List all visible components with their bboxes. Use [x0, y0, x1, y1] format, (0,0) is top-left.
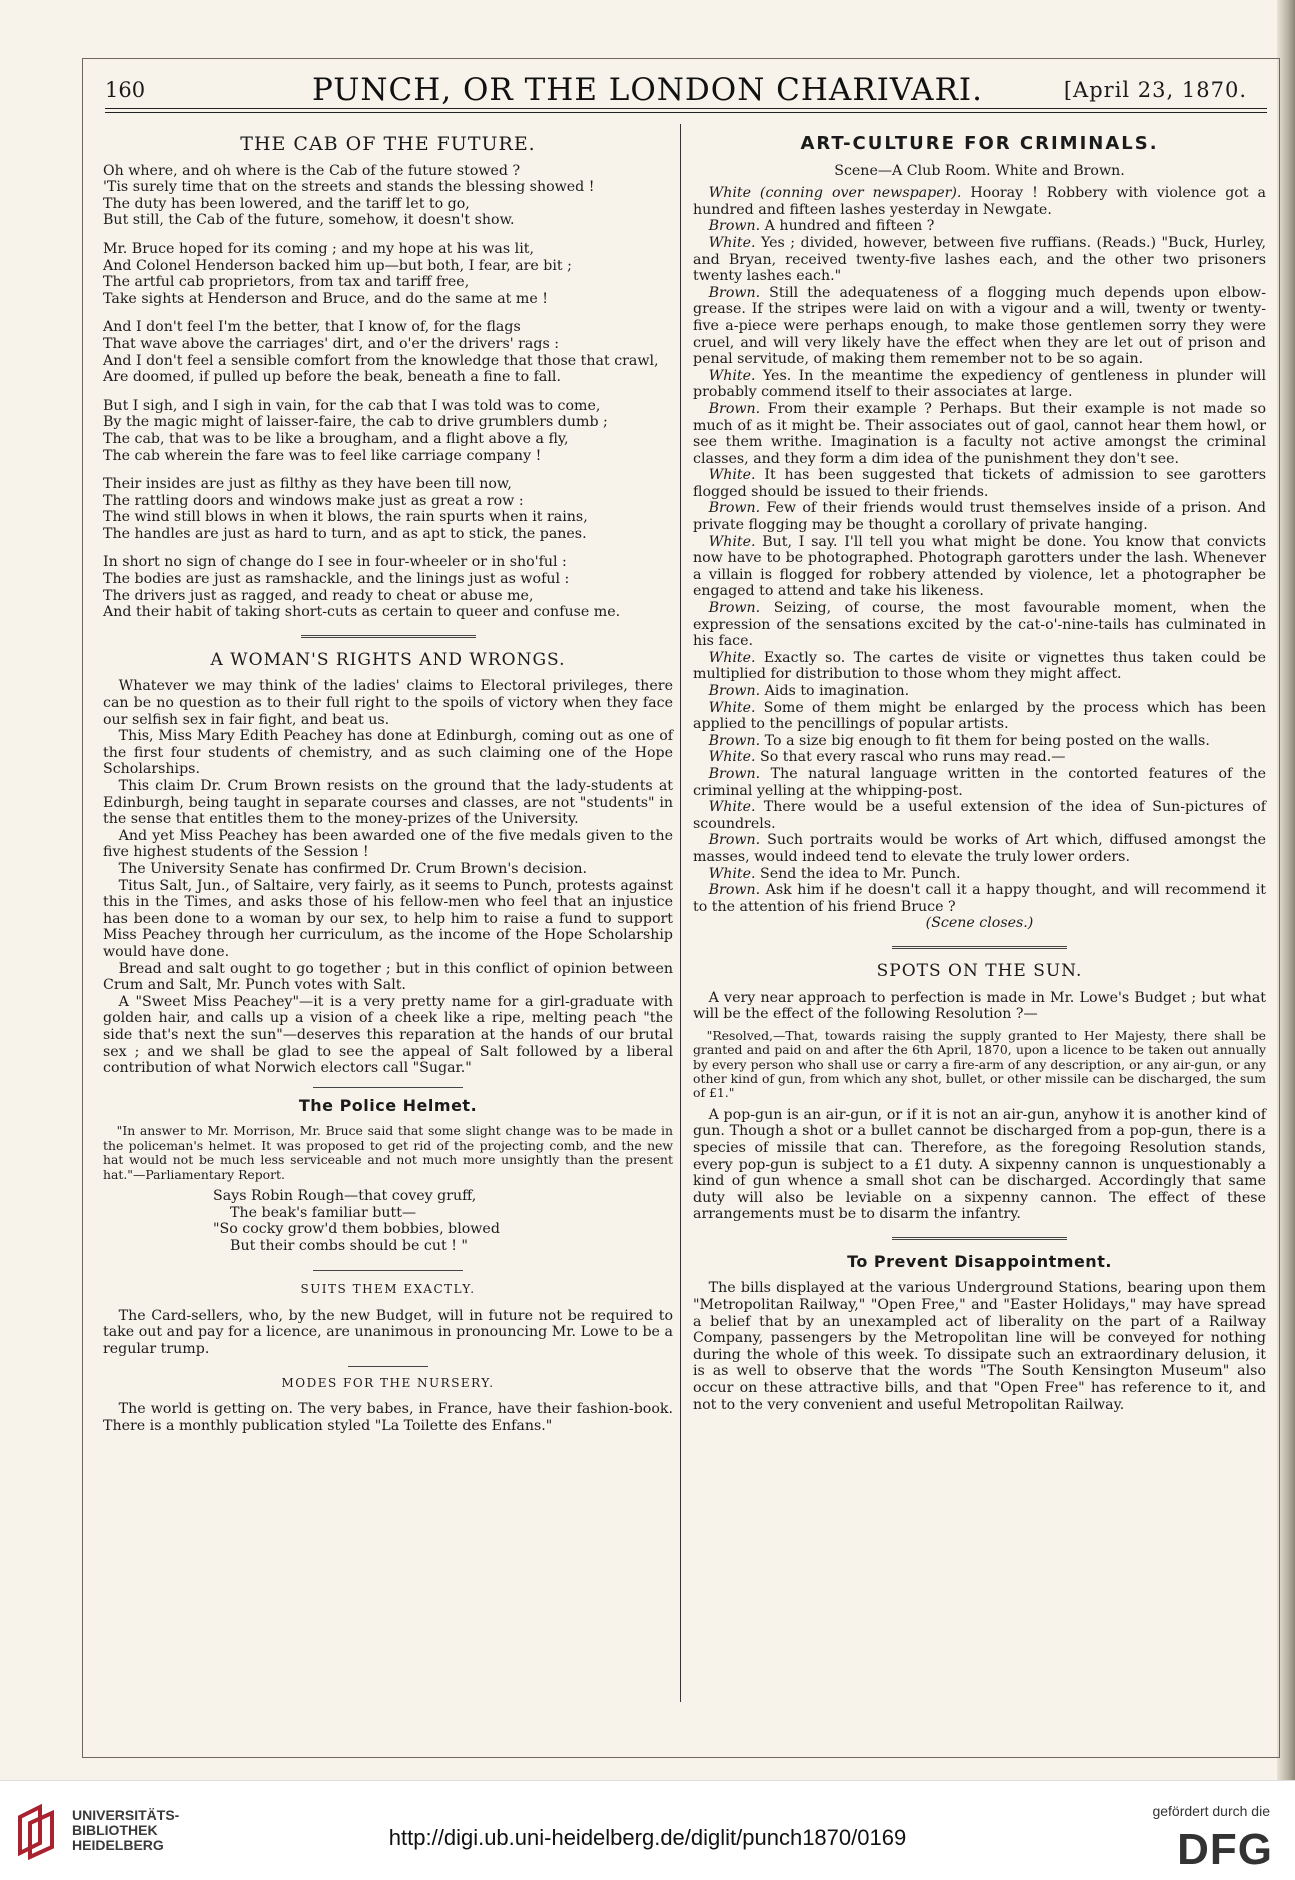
speaker: Brown.	[708, 683, 761, 699]
dialogue-line	[693, 866, 1266, 883]
paragraph: A very near approach to perfection is made in Mr. Lowe's Budget ; but what will be the effect of the following Resolution ?—	[693, 989, 1266, 1023]
article-title: To Prevent Disappointment.	[847, 1251, 1112, 1271]
dialogue-line	[693, 832, 1266, 865]
article-womans-rights	[103, 678, 673, 1076]
dialogue-line	[693, 749, 1266, 766]
speaker: Brown.	[708, 400, 761, 417]
article-title: SPOTS ON THE SUN.	[876, 960, 1083, 981]
verse-line: And I don't feel a sensible comfort from the knowledge that those that crawl,	[103, 352, 659, 369]
verse-line: The rattling doors and windows make just as great a row :	[103, 492, 524, 509]
verse-line: And I don't feel I'm the better, that I know of, for the flags	[103, 319, 521, 336]
speech: From their example ? Perhaps. But their example is not made so much of as it might be. Their associates out of gaol, cannot hear them howl, or see them writhe. Imagination is a faculty not active amongst the criminal classes, and they form a dim idea of the punishment they don't see.	[693, 400, 1266, 467]
dialogue	[693, 185, 1266, 915]
verse-line: In short no sign of change do I see in four-wheeler or in sho'ful :	[103, 554, 567, 571]
article-title: SUITS THEM EXACTLY.	[300, 1282, 476, 1297]
dialogue-line	[693, 185, 1266, 218]
verse-line: The duty has been lowered, and the tariff let to go,	[103, 195, 470, 212]
dialogue-line	[693, 467, 1266, 500]
verse-line: Take sights at Henderson and Bruce, and do the same at me !	[103, 290, 548, 307]
scene-closes: (Scene closes.)	[925, 915, 1034, 932]
speaker: White (conning over newspaper).	[708, 185, 962, 202]
speaker: Brown.	[708, 882, 761, 899]
stanza	[103, 554, 673, 620]
verse-line: 'Tis surely time that on the streets and stands the blessing showed !	[103, 179, 595, 196]
dialogue-line	[693, 285, 1266, 368]
speech: A hundred and fifteen ?	[764, 218, 935, 235]
speaker: White.	[708, 699, 756, 716]
speech: There would be a useful extension of the idea of Sun-pictures of scoundrels.	[693, 799, 1266, 832]
paragraph: Titus Salt, Jun., of Saltaire, very fairly, as it seems to Punch, protests against this in the Times, and asks those of his fellow-men who feel that an injustice has been done to a woman by our sex, to help him to raise a fund to support Miss Peachey through her curriculum, as the income of the Hope Scholarship would have done.	[103, 877, 673, 960]
paragraph: A pop-gun is an air-gun, or if it is not an air-gun, anyhow it is another kind of gun. Though a shot or a bullet cannot be discharged from a pop-gun, there is a species of missile that can. Therefore, as the foregoing Resolution stands, every pop-gun is subject to a £1 duty. A sixpenny cannon is unquestionably a kind of gun whence a small shot can be discharged. Accordingly that same duty will also be leviable on a sixpenny cannon. The effect of these arrangements must be to disarm the infantry.	[693, 1106, 1266, 1223]
section-separator	[892, 1237, 1067, 1240]
stanza	[103, 163, 673, 229]
speech: The natural language written in the contorted features of the criminal yelling at the whipping-post.	[693, 765, 1267, 799]
speaker: Brown.	[708, 218, 761, 235]
helmet-verse	[103, 1188, 673, 1254]
speaker: White.	[708, 649, 756, 666]
speaker: Brown.	[708, 600, 761, 617]
section-separator	[313, 1270, 463, 1271]
dialogue-line	[693, 534, 1266, 600]
article-title: A WOMAN'S RIGHTS AND WRONGS.	[210, 649, 566, 670]
paragraph: The world is getting on. The very babes, in France, have their fashion-book. There is a monthly publication styled "La Toilette des Enfans."	[103, 1401, 673, 1434]
verse-line: The bodies are just as ramshackle, and the linings just as woful :	[103, 571, 570, 588]
article-title: ART-CULTURE FOR CRIMINALS.	[800, 133, 1159, 154]
masthead-title: PUNCH, OR THE LONDON CHARIVARI.	[311, 72, 984, 108]
speech: Exactly so. The cartes de visite or vignettes thus taken could be multiplied for distribution to those whom they might affect.	[693, 649, 1266, 683]
dialogue-line	[693, 235, 1266, 285]
verse-line: Mr. Bruce hoped for its coming ; and my hope at his was lit,	[103, 240, 534, 257]
speaker: White.	[708, 533, 756, 550]
dialogue-line	[693, 650, 1266, 683]
speaker: Brown.	[708, 284, 761, 301]
paragraph: And yet Miss Peachey has been awarded one of the five medals given to the five highest students of the Session !	[103, 827, 673, 861]
section-separator	[348, 1366, 428, 1367]
verse-line: And their habit of taking short-cuts as certain to queer and confuse me.	[103, 604, 621, 621]
verse-line: The artful cab proprietors, from tax and tariff free,	[103, 274, 470, 291]
stanza	[103, 241, 673, 307]
paragraph: Bread and salt ought to go together ; but in this conflict of opinion between Crum and Salt, Mr. Punch votes with Salt.	[103, 960, 673, 994]
dialogue-line	[693, 799, 1266, 832]
poem-cab-of-the-future	[103, 163, 673, 621]
verse-line: The cab wherein the fare was to feel like carriage company !	[103, 447, 542, 464]
header-rule-2	[105, 112, 1267, 113]
stanza	[103, 398, 673, 464]
speech: Some of them might be enlarged by the process which has been applied to the pencillings of popular artists.	[693, 699, 1266, 733]
page-number: 160	[105, 78, 146, 102]
verse-line: The handles are just as hard to turn, and as apt to stick, the panes.	[103, 525, 587, 542]
dialogue-line	[693, 882, 1266, 915]
stanza	[103, 476, 673, 542]
stanza	[103, 319, 673, 385]
verse-line: But their combs should be cut ! "	[230, 1237, 468, 1254]
speech: Aids to imagination.	[764, 683, 910, 699]
paragraph: A "Sweet Miss Peachey"—it is a very pretty name for a girl-graduate with golden hair, and calls up a vision of a cheek like a ripe, melting peach "the side that's next the sun"—deserves this reparation at the hands of our brutal sex ; and we shall be glad to see the appeal of Salt followed by a liberal contribution of what Norwich electors call "Sugar."	[103, 993, 673, 1077]
speech: Still the adequateness of a flogging much depends upon elbow-grease. If the stripes were laid on with a vigour and a will, twenty or twenty-five a-piece were perhaps enough, to make those gentlemen sorry they were cruel, and will very likely have the effect when they are let out of prison and penal servitude, of making them remember not to be so again.	[693, 284, 1266, 368]
verse-line: Are doomed, if pulled up before the beak, beneath a fine to fall.	[103, 369, 561, 386]
verse-line: The beak's familiar butt—	[230, 1204, 417, 1221]
speaker: White.	[708, 749, 756, 766]
paragraph: The University Senate has confirmed Dr. Crum Brown's decision.	[118, 860, 588, 877]
source-url-link[interactable]: http://digi.ub.uni-heidelberg.de/diglit/punch1870/0169	[388, 1825, 907, 1850]
library-name: UNIVERSITÄTS- BIBLIOTHEK HEIDELBERG	[72, 1807, 180, 1853]
paragraph: Whatever we may think of the ladies' claims to Electoral privileges, there can be no question as to their full right to the spoils of victory when they face our selfish sex in fair fight, and beat us.	[103, 678, 673, 728]
speech: Such portraits would be works of Art which, diffused amongst the masses, would indeed tend to elevate the truly lower orders.	[693, 832, 1267, 865]
section-separator	[301, 635, 476, 638]
speech: Few of their friends would trust themselves inside of a prison. And private flogging may be thought a corollary of private hanging.	[693, 500, 1267, 534]
verse-line: That wave above the carriages' dirt, and o'er the drivers' rags :	[103, 335, 560, 352]
paragraph: The Card-sellers, who, by the new Budget, will in future not be required to take out and pay for a licence, are unanimous in pronouncing Mr. Lowe to be a regular trump.	[103, 1307, 673, 1358]
column-divider	[680, 124, 681, 1702]
speaker: Brown.	[708, 765, 761, 782]
verse-line: Oh where, and oh where is the Cab of the future stowed ?	[103, 162, 521, 179]
speaker: Brown.	[708, 832, 761, 849]
verse-line: By the magic might of laisser-faire, the cab to drive grumblers dumb ;	[103, 414, 608, 431]
dialogue-line	[693, 700, 1266, 733]
speech: Seizing, of course, the most favourable moment, when the expression of the sensations excited by the cat-o'-nine-tails has culminated in his face.	[693, 600, 1266, 650]
paragraph: This claim Dr. Crum Brown resists on the ground that the lady-students at Edinburgh, being taught in separate courses and classes, are not "students" in the sense that entitles them to the money-prizes of the University.	[103, 778, 673, 828]
speaker: Brown.	[708, 732, 761, 749]
dialogue-line	[693, 401, 1266, 467]
scene-heading: Scene—A Club Room. White and Brown.	[834, 162, 1125, 179]
verse-line: The wind still blows in when it blows, the rain spurts when it rains,	[103, 509, 588, 526]
dialogue-line	[693, 218, 1266, 235]
article-title: The Police Helmet.	[298, 1095, 478, 1115]
paragraph: The bills displayed at the various Underground Stations, bearing upon them "Metropolitan Railway," "Open Free," and "Easter Holidays," may have spread a belief that by an unexampled act of liberality on the part of a Railway Company, passengers by the Metropolitan line will be conveyed for nothing during the whole of this week. To dissipate such an extraordinary delusion, it is as well to observe that the words "The South Kensington Museum" also occur on these attractive bills, and that "Open Free" has reference to it, and not to the very convenient and useful Metropolitan Railway.	[693, 1280, 1266, 1413]
verse-line: The drivers just as ragged, and ready to cheat or abuse me,	[103, 587, 534, 604]
article-title: THE CAB OF THE FUTURE.	[240, 133, 536, 155]
verse-line: "So cocky grow'd them bobbies, blowed	[213, 1221, 500, 1238]
dialogue-line	[693, 368, 1266, 401]
header-rule	[105, 108, 1267, 109]
sponsor-label: gefördert durch die	[1152, 1803, 1270, 1819]
speech: Ask him if he doesn't call it a happy thought, and will recommend it to the attention of his friend Bruce ?	[693, 882, 1266, 915]
dialogue-line	[693, 733, 1266, 750]
speaker: White.	[708, 234, 756, 251]
verse-line: And Colonel Henderson backed him up—but both, I fear, are bit ;	[103, 257, 572, 274]
dialogue-line	[693, 683, 1266, 700]
speaker: White.	[708, 799, 756, 816]
speech: But, I say. I'll tell you what might be done. You know that convicts now have to be photographed. Photograph garotters under the lash. Whenever a villain is flogged for robbery attended by violence, let a photographer be engaged to attend and take his likeness.	[693, 533, 1266, 600]
right-column	[693, 128, 1266, 1413]
verse-line: But I sigh, and I sigh in vain, for the cab that I was told was to come,	[103, 397, 601, 414]
verse-line: Says Robin Rough—that covey gruff,	[213, 1187, 477, 1204]
speaker: White.	[708, 367, 756, 384]
dialogue-line	[693, 500, 1266, 533]
paragraph: This, Miss Mary Edith Peachey has done at Edinburgh, coming out as one of the first four students of chemistry, and as such claiming one of the Hope Scholarships.	[103, 728, 673, 778]
section-separator	[892, 946, 1067, 949]
verse-line: Their insides are just as filthy as they have been till now,	[103, 476, 512, 493]
dfg-logo: DFG	[1177, 1825, 1273, 1874]
issue-date: [April 23, 1870.	[1063, 78, 1247, 102]
viewer-footer	[0, 1780, 1295, 1880]
speech: Yes. In the meantime the expediency of gentleness in plunder will probably commend itself to their associates at large.	[693, 367, 1267, 401]
left-column	[103, 128, 673, 1434]
dialogue-line	[693, 600, 1266, 650]
speech: Yes ; divided, however, between five ruffians. (Reads.) "Buck, Hurley, and Bryan, received twenty-five lashes each, and the other two prisoners twenty lashes each."	[693, 234, 1266, 285]
verse-line: But still, the Cab of the future, somehow, it doesn't show.	[103, 212, 515, 229]
speaker: White.	[708, 865, 756, 882]
dialogue-line	[693, 766, 1266, 799]
speech: To a size big enough to fit them for being posted on the walls.	[764, 732, 1210, 749]
parliamentary-quote: "In answer to Mr. Morrison, Mr. Bruce said that some slight change was to be made in the policeman's helmet. It was proposed to get rid of the projecting comb, and the new hat would not be much less serviceable and not much more unsightly than the present hat."—Parliamentary Report.	[103, 1123, 673, 1182]
speech: So that every rascal who runs may read.—	[760, 749, 1066, 766]
article-title: MODES FOR THE NURSERY.	[281, 1375, 495, 1390]
section-separator	[313, 1087, 463, 1088]
speech: Send the idea to Mr. Punch.	[760, 865, 961, 882]
speech: It has been suggested that tickets of admission to see garotters flogged should be issued to their friends.	[693, 467, 1266, 500]
verse-line: The cab, that was to be like a brougham, and a flight above a fly,	[103, 430, 569, 447]
speaker: Brown.	[708, 500, 761, 517]
speech: Hooray ! Robbery with violence got a hundred and fifteen lashes yesterday in Newgate.	[693, 185, 1266, 218]
speaker: White.	[708, 467, 756, 484]
resolution-quote: "Resolved,—That, towards raising the supply granted to Her Majesty, there shall be granted and paid on and after the 6th April, 1870, upon a licence to be taken out annually by every person who shall use or carry a fire-arm of any description, or any air-gun, or any other kind of gun, from which any shot, bullet, or other missile can be discharged, the sum of £1."	[693, 1027, 1266, 1101]
